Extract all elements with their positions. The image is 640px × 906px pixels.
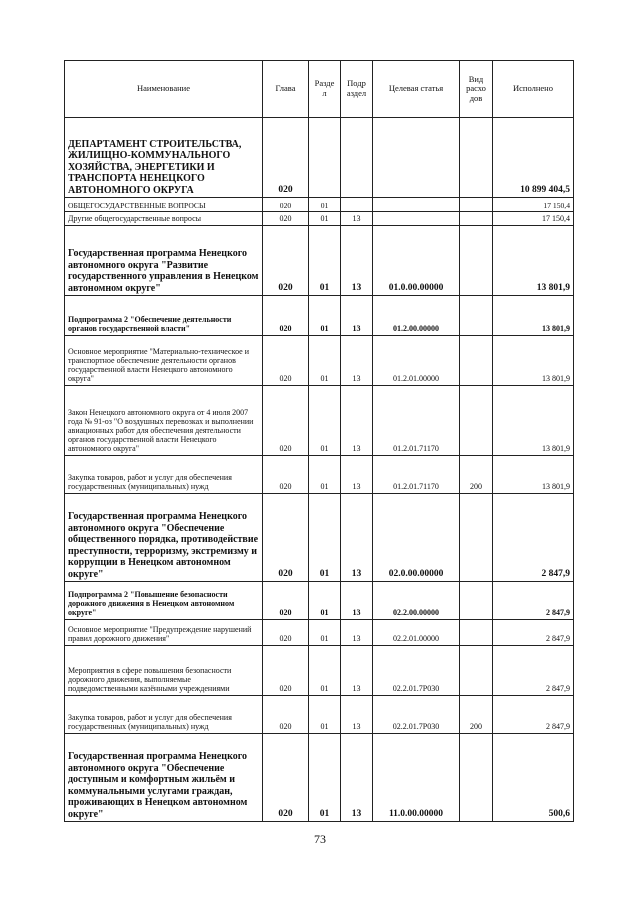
header-executed: Исполнено bbox=[493, 61, 574, 118]
cell-executed: 10 899 404,5 bbox=[493, 118, 574, 198]
table-row bbox=[65, 620, 574, 646]
cell-target: 01.2.01.71170 bbox=[373, 456, 460, 494]
cell-expense-type bbox=[460, 336, 493, 386]
table-row bbox=[65, 198, 574, 212]
cell-subsection bbox=[341, 198, 373, 212]
cell-section: 01 bbox=[309, 336, 341, 386]
table-row bbox=[65, 582, 574, 620]
cell-target bbox=[373, 118, 460, 198]
cell-section: 01 bbox=[309, 582, 341, 620]
cell-executed: 2 847,9 bbox=[493, 696, 574, 734]
cell-name: Подпрограмма 2 "Обеспечение деятельности органов государственной власти" bbox=[65, 296, 263, 336]
cell-name: Другие общегосударственные вопросы bbox=[65, 212, 263, 226]
cell-chapter: 020 bbox=[263, 386, 309, 456]
page-number: 73 bbox=[314, 832, 326, 846]
cell-subsection: 13 bbox=[341, 456, 373, 494]
cell-chapter: 020 bbox=[263, 494, 309, 582]
cell-target: 02.2.01.00000 bbox=[373, 620, 460, 646]
table-row bbox=[65, 456, 574, 494]
table-row bbox=[65, 118, 574, 198]
budget-table bbox=[64, 60, 574, 822]
header-row bbox=[65, 61, 574, 118]
cell-section bbox=[309, 118, 341, 198]
cell-subsection: 13 bbox=[341, 582, 373, 620]
cell-chapter: 020 bbox=[263, 620, 309, 646]
cell-expense-type bbox=[460, 296, 493, 336]
cell-section: 01 bbox=[309, 620, 341, 646]
cell-executed: 2 847,9 bbox=[493, 494, 574, 582]
table-row bbox=[65, 226, 574, 296]
cell-executed: 13 801,9 bbox=[493, 336, 574, 386]
cell-name: Государственная программа Ненецкого автономного округа "Развитие государственного управления в Ненецком автономном округе" bbox=[65, 226, 263, 296]
cell-target: 02.2.01.7Р030 bbox=[373, 696, 460, 734]
cell-target: 01.2.01.00000 bbox=[373, 336, 460, 386]
cell-executed: 17 150,4 bbox=[493, 198, 574, 212]
cell-target bbox=[373, 198, 460, 212]
cell-name: Подпрограмма 2 "Повышение безопасности дорожного движения в Ненецком автономном округе" bbox=[65, 582, 263, 620]
cell-subsection: 13 bbox=[341, 336, 373, 386]
cell-chapter: 020 bbox=[263, 226, 309, 296]
table-row bbox=[65, 212, 574, 226]
cell-name: Закупка товаров, работ и услуг для обеспечения государственных (муниципальных) нужд bbox=[65, 696, 263, 734]
cell-executed: 2 847,9 bbox=[493, 582, 574, 620]
cell-section: 01 bbox=[309, 198, 341, 212]
cell-section: 01 bbox=[309, 734, 341, 822]
cell-target: 11.0.00.00000 bbox=[373, 734, 460, 822]
cell-section: 01 bbox=[309, 212, 341, 226]
header-name: Наименование bbox=[65, 61, 263, 118]
cell-section: 01 bbox=[309, 494, 341, 582]
cell-target: 01.0.00.00000 bbox=[373, 226, 460, 296]
header-expense-type: Вид расхо дов bbox=[460, 61, 493, 118]
cell-target: 02.2.00.00000 bbox=[373, 582, 460, 620]
cell-executed: 17 150,4 bbox=[493, 212, 574, 226]
cell-name: Основное мероприятие "Предупреждение нарушений правил дорожного движения" bbox=[65, 620, 263, 646]
cell-chapter: 020 bbox=[263, 336, 309, 386]
cell-executed: 13 801,9 bbox=[493, 226, 574, 296]
cell-name: ОБЩЕГОСУДАРСТВЕННЫЕ ВОПРОСЫ bbox=[65, 198, 263, 212]
cell-expense-type: 200 bbox=[460, 456, 493, 494]
table-row bbox=[65, 386, 574, 456]
cell-chapter: 020 bbox=[263, 212, 309, 226]
table-row bbox=[65, 494, 574, 582]
cell-name: Закупка товаров, работ и услуг для обеспечения государственных (муниципальных) нужд bbox=[65, 456, 263, 494]
cell-executed: 2 847,9 bbox=[493, 620, 574, 646]
cell-name: Основное мероприятие "Материально-техническое и транспортное обеспечение деятельности органов государственной власти Ненецкого автономного округа" bbox=[65, 336, 263, 386]
cell-subsection: 13 bbox=[341, 734, 373, 822]
table-row bbox=[65, 646, 574, 696]
cell-chapter: 020 bbox=[263, 646, 309, 696]
cell-subsection: 13 bbox=[341, 494, 373, 582]
table-row bbox=[65, 296, 574, 336]
cell-expense-type bbox=[460, 734, 493, 822]
cell-section: 01 bbox=[309, 646, 341, 696]
cell-subsection: 13 bbox=[341, 646, 373, 696]
cell-target: 02.0.00.00000 bbox=[373, 494, 460, 582]
cell-name: Государственная программа Ненецкого автономного округа "Обеспечение общественного порядка, противодействие преступности, терроризму, экстремизму и коррупции в Ненецком автономном округе" bbox=[65, 494, 263, 582]
cell-section: 01 bbox=[309, 386, 341, 456]
cell-subsection bbox=[341, 118, 373, 198]
cell-section: 01 bbox=[309, 296, 341, 336]
cell-section: 01 bbox=[309, 696, 341, 734]
cell-section: 01 bbox=[309, 226, 341, 296]
cell-expense-type bbox=[460, 620, 493, 646]
cell-target: 02.2.01.7Р030 bbox=[373, 646, 460, 696]
cell-name: ДЕПАРТАМЕНТ СТРОИТЕЛЬСТВА, ЖИЛИЩНО-КОММУНАЛЬНОГО ХОЗЯЙСТВА, ЭНЕРГЕТИКИ И ТРАНСПОРТА НЕНЕЦКОГО АВТОНОМНОГО ОКРУГА bbox=[65, 118, 263, 198]
cell-executed: 500,6 bbox=[493, 734, 574, 822]
cell-chapter: 020 bbox=[263, 198, 309, 212]
cell-expense-type bbox=[460, 118, 493, 198]
cell-name: Закон Ненецкого автономного округа от 4 июля 2007 года № 91-оз "О воздушных перевозках и выполнении авиационных работ для обеспечения деятельности органов государственной власти Ненецкого автономного округа" bbox=[65, 386, 263, 456]
cell-subsection: 13 bbox=[341, 696, 373, 734]
cell-chapter: 020 bbox=[263, 734, 309, 822]
cell-name: Мероприятия в сфере повышения безопасности дорожного движения, выполняемые подведомственными казёнными учреждениями bbox=[65, 646, 263, 696]
cell-target: 01.2.01.71170 bbox=[373, 386, 460, 456]
cell-expense-type bbox=[460, 386, 493, 456]
header-target: Целевая статья bbox=[373, 61, 460, 118]
cell-chapter: 020 bbox=[263, 582, 309, 620]
cell-chapter: 020 bbox=[263, 456, 309, 494]
cell-expense-type bbox=[460, 646, 493, 696]
table-row bbox=[65, 336, 574, 386]
cell-target: 01.2.00.00000 bbox=[373, 296, 460, 336]
header-section: Разде л bbox=[309, 61, 341, 118]
cell-executed: 13 801,9 bbox=[493, 296, 574, 336]
cell-chapter: 020 bbox=[263, 696, 309, 734]
cell-expense-type bbox=[460, 198, 493, 212]
header-subsection: Подр аздел bbox=[341, 61, 373, 118]
cell-expense-type bbox=[460, 494, 493, 582]
header-chapter: Глава bbox=[263, 61, 309, 118]
cell-executed: 2 847,9 bbox=[493, 646, 574, 696]
cell-chapter: 020 bbox=[263, 296, 309, 336]
cell-subsection: 13 bbox=[341, 386, 373, 456]
cell-subsection: 13 bbox=[341, 212, 373, 226]
cell-chapter: 020 bbox=[263, 118, 309, 198]
cell-expense-type: 200 bbox=[460, 696, 493, 734]
cell-subsection: 13 bbox=[341, 226, 373, 296]
cell-target bbox=[373, 212, 460, 226]
cell-expense-type bbox=[460, 226, 493, 296]
table-row bbox=[65, 696, 574, 734]
cell-subsection: 13 bbox=[341, 620, 373, 646]
table-row bbox=[65, 734, 574, 822]
cell-executed: 13 801,9 bbox=[493, 386, 574, 456]
cell-subsection: 13 bbox=[341, 296, 373, 336]
cell-expense-type bbox=[460, 582, 493, 620]
cell-section: 01 bbox=[309, 456, 341, 494]
cell-executed: 13 801,9 bbox=[493, 456, 574, 494]
cell-name: Государственная программа Ненецкого автономного округа "Обеспечение доступным и комфортным жильём и коммунальными услугами граждан, проживающих в Ненецком автономном округе" bbox=[65, 734, 263, 822]
cell-expense-type bbox=[460, 212, 493, 226]
